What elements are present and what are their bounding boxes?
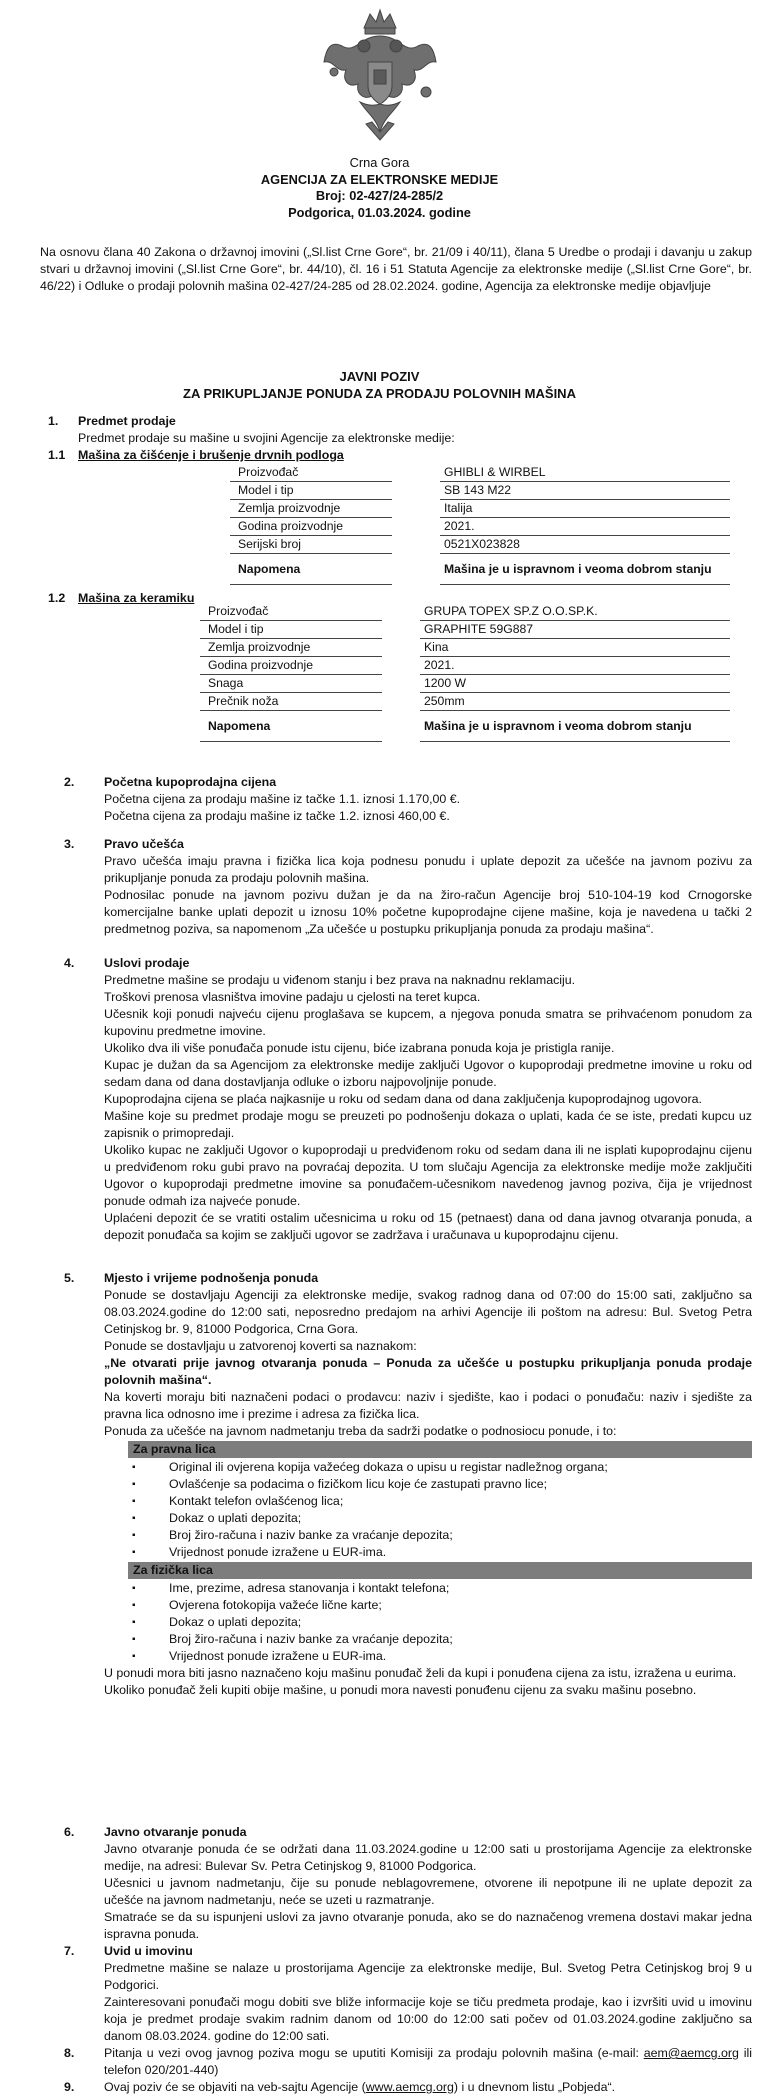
spec-row bbox=[200, 621, 730, 639]
section-5-paragraph: Ponude se dostavljaju u zatvorenoj koverti sa naznakom: bbox=[104, 1339, 417, 1353]
intro-paragraph: Na osnovu člana 40 Zakona o državnoj imovini („Sl.list Crne Gore“, br. 21/09 i 40/11), člana 5 Uredbe o prodaji i davanju u zakup stvari u državnoj imovini („Sl.list Crne Gore“, br. 44/10), čl. 16 i 51 Statuta Agencije za elektronske medije („Sl.list Crne Gore“, br. 46/22) i Odluke o prodaji polovnih mašina 02-427/24-285 od 28.02.2024. godine, Agencija za elektronske medije objavljuje bbox=[40, 245, 752, 293]
section-heading: Mjesto i vrijeme podnošenja ponuda bbox=[104, 1271, 319, 1285]
title-line-2: ZA PRIKUPLJANJE PONUDA ZA PRODAJU POLOVNIH MAŠINA bbox=[183, 386, 576, 401]
note-value: Mašina je u ispravnom i veoma dobrom stanju bbox=[440, 554, 730, 585]
spec-row bbox=[230, 500, 730, 518]
section-6-paragraph: Učesnici u javnom nadmetanju, čije su ponude neblagovremene, otvorene ili nepotpune ili ne uplate depozit za učešće na javnom nadmetanju, neće se uzeti u razmatranje. bbox=[104, 1876, 752, 1907]
spec-row bbox=[230, 518, 730, 536]
document-header bbox=[0, 155, 759, 221]
section-4-paragraph: Kupoprodajna cijena se plaća najkasnije u roku od sedam dana od dana zaključenja kupoprodajnog ugovora. bbox=[104, 1092, 702, 1106]
section-heading: Početna kupoprodajna cijena bbox=[104, 775, 277, 789]
section-4-paragraph: Mašine koje su predmet prodaje mogu se preuzeti po podnošenju dokaza o uplati, kada će se iste, predati kupcu uz zapisnik o primopredaji. bbox=[104, 1109, 752, 1140]
spec-value: GRUPA TOPEX SP.Z O.O.SP.K. bbox=[420, 603, 730, 621]
machine-2-number: 1.2 bbox=[48, 591, 66, 605]
section-7-body bbox=[104, 1960, 752, 2045]
legal-entities-band: Za pravna lica bbox=[128, 1441, 752, 1458]
section-number: 5. bbox=[64, 1271, 75, 1285]
spec-row bbox=[230, 536, 730, 554]
section-7-paragraph: Zainteresovani ponuđači mogu dobiti sve bliže informacije koje se tiču predmeta prodaje, kao i izvršiti uvid u imovinu koja je predmet prodaje svakim radnim danom od 10:00 do 12:00 sati počev od 01.03.2024.godine zaključno sa danom 08.03.2024. godine do 12:00 sati. bbox=[104, 1995, 752, 2043]
machine-1-heading: Mašina za čišćenje i brušenje drvnih podloga bbox=[78, 448, 344, 462]
spec-label: Godina proizvodnje bbox=[230, 518, 392, 536]
list-item: ▪ Kontakt telefon ovlašćenog lica; bbox=[128, 1493, 752, 1510]
section-3-body bbox=[104, 853, 752, 938]
section-9-text bbox=[104, 2079, 752, 2096]
section-4-paragraph: Ukoliko dva ili više ponuđača ponude istu cijenu, biće izabrana ponuda koja je pristigla ranije. bbox=[104, 1041, 615, 1055]
spec-label: Proizvođač bbox=[230, 464, 392, 482]
list-item: ▪ Broj žiro-računa i naziv banke za vraćanje depozita; bbox=[128, 1527, 752, 1544]
section-number: 9. bbox=[64, 2080, 75, 2094]
spec-value: 250mm bbox=[420, 693, 730, 711]
section-4-paragraph: Troškovi prenosa vlasništva imovine padaju u cjelosti na teret kupca. bbox=[104, 990, 481, 1004]
document-title bbox=[0, 368, 759, 402]
spec-value: GHIBLI & WIRBEL bbox=[440, 464, 730, 482]
spec-label: Godina proizvodnje bbox=[200, 657, 382, 675]
spec-value: 2021. bbox=[420, 657, 730, 675]
list-item: ▪ Vrijednost ponude izražene u EUR-ima. bbox=[128, 1648, 752, 1665]
list-item: ▪ Dokaz o uplati depozita; bbox=[128, 1510, 752, 1527]
section-5-body bbox=[104, 1287, 752, 1699]
section-8-text-a: Pitanja u vezi ovog javnog poziva mogu se uputiti Komisiji za prodaju polovnih mašina (e-mail: bbox=[104, 2046, 639, 2060]
note-label: Napomena bbox=[200, 711, 382, 742]
section-number: 6. bbox=[64, 1825, 75, 1839]
list-item: ▪ Ime, prezime, adresa stanovanja i kontakt telefona; bbox=[128, 1580, 752, 1597]
spec-row bbox=[200, 639, 730, 657]
spec-value: GRAPHITE 59G887 bbox=[420, 621, 730, 639]
note-label: Napomena bbox=[230, 554, 392, 585]
spec-value: 0521X023828 bbox=[440, 536, 730, 554]
spec-value: SB 143 M22 bbox=[440, 482, 730, 500]
section-7-paragraph: Predmetne mašine se nalaze u prostorijama Agencije za elektronske medije, Bul. Svetog Petra Cetinjskog broj 9 u Podgorici. bbox=[104, 1961, 752, 1992]
natural-persons-list bbox=[128, 1580, 752, 1665]
section-heading: Pravo učešća bbox=[104, 837, 184, 851]
section-number: 2. bbox=[64, 775, 75, 789]
section-4-paragraph: Učesnik koji ponudi najveću cijenu proglašava se kupcem, a njegova ponuda smatra se prihvaćenom ponudom za kupovinu predmetne imovine. bbox=[104, 1007, 752, 1038]
country-name: Crna Gora bbox=[349, 155, 410, 170]
section-number: 4. bbox=[64, 956, 75, 970]
section-5-paragraph: Ponuda za učešće na javnom nadmetanju treba da sadrži podatke o podnosiocu ponude, i to: bbox=[104, 1424, 617, 1438]
section-number: 3. bbox=[64, 837, 75, 851]
section-heading: Uslovi prodaje bbox=[104, 956, 190, 970]
section-5-paragraph: Ukoliko ponuđač želi kupiti obije mašine, u ponudi mora navesti ponuđenu cijenu za svaku mašinu posebno. bbox=[104, 1683, 697, 1697]
legal-entities-list bbox=[128, 1459, 752, 1561]
section-8-text-b: ili telefon 020/201-440) bbox=[104, 2046, 752, 2077]
section-3-paragraph: Podnosilac ponude na javnom pozivu dužan je da na žiro-račun Agencije broj 510-104-19 kod Crnogorske komercijalne banke uplati depozit u iznosu 10% početne kupoprodajne cijene mašine, koja je navedena u tački 2 predmetnog poziva, sa napomenom „Za učešće u postupku prikupljanja ponuda za prodaju mašina“. bbox=[104, 888, 752, 936]
spec-note-row bbox=[200, 711, 730, 742]
section-4-body bbox=[104, 972, 752, 1244]
spec-label: Model i tip bbox=[230, 482, 392, 500]
spec-row bbox=[200, 675, 730, 693]
spec-row bbox=[230, 464, 730, 482]
section-4-paragraph: Kupac je dužan da sa Agencijom za elektronske medije zaključi Ugovor o kupoprodaji predmetne imovine u roku od sedam dana od dana dostavljanja odluke o izboru najpovoljnije ponude. bbox=[104, 1058, 752, 1089]
section-9-text-a: Ovaj poziv će se objaviti na veb-sajtu Agencije ( bbox=[104, 2080, 366, 2094]
list-item: ▪ Ovjerena fotokopija važeće lične karte; bbox=[128, 1597, 752, 1614]
section-heading: Uvid u imovinu bbox=[104, 1944, 193, 1958]
place-date: Podgorica, 01.03.2024. godine bbox=[288, 204, 471, 220]
envelope-label-text: „Ne otvarati prije javnog otvaranja ponuda – Ponuda za učešće u postupku prikupljanja ponuda prodaje polovnih mašina“. bbox=[104, 1356, 752, 1387]
spec-row bbox=[200, 603, 730, 621]
machine-2-spec-table bbox=[200, 603, 730, 742]
document-number: Broj: 02-427/24-285/2 bbox=[315, 188, 444, 203]
section-4-paragraph: Uplaćeni depozit će se vratiti ostalim učesnicima u roku od 15 (petnaest) dana od dana javnog otvaranja ponuda, a depozit ponuđača sa kojim se zaključi ugovor se zadržava i uračunava u kupoprodajnu cijenu. bbox=[104, 1211, 752, 1242]
section-6-paragraph: Javno otvaranje ponuda će se održati dana 11.03.2024.godine u 12:00 sati u prostorijama Agencije za elektronske medije, na adresi: Bulevar Sv. Petra Cetinjskog 9, 81000 Podgorica. bbox=[104, 1842, 752, 1873]
section-3-paragraph: Pravo učešća imaju pravna i fizička lica koja podnesu ponudu i uplate depozit za učešće na javnom pozivu za prikupljanje ponuda za prodaju polovnih mašina. bbox=[104, 854, 752, 885]
section-number: 1. bbox=[48, 414, 59, 428]
section-heading: Javno otvaranje ponuda bbox=[104, 1825, 247, 1839]
spec-label: Prečnik noža bbox=[200, 693, 382, 711]
spec-value: Kina bbox=[420, 639, 730, 657]
price-line-2: Početna cijena za prodaju mašine iz tačke 1.2. iznosi 460,00 €. bbox=[104, 809, 450, 823]
price-line-1: Početna cijena za prodaju mašine iz tačke 1.1. iznosi 1.170,00 €. bbox=[104, 792, 461, 806]
spec-value: 1200 W bbox=[420, 675, 730, 693]
spec-label: Snaga bbox=[200, 675, 382, 693]
agency-name: AGENCIJA ZA ELEKTRONSKE MEDIJE bbox=[260, 171, 499, 187]
list-item: ▪ Ovlašćenje sa podacima o fizičkom licu koje će zastupati pravno lice; bbox=[128, 1476, 752, 1493]
spec-row bbox=[230, 482, 730, 500]
coat-of-arms-emblem bbox=[320, 6, 440, 156]
spec-label: Model i tip bbox=[200, 621, 382, 639]
machine-1-spec-table bbox=[230, 464, 730, 585]
title-line-1: JAVNI POZIV bbox=[339, 369, 420, 384]
list-item: ▪ Broj žiro-računa i naziv banke za vraćanje depozita; bbox=[128, 1631, 752, 1648]
section-6-body bbox=[104, 1841, 752, 1943]
section-4-paragraph: Ukoliko kupac ne zaključi Ugovor o kupoprodaji u predviđenom roku od sedam dana ili ne isplati kupoprodajnu cijenu u predviđenom roku gubi pravo na povraćaj depozita. U tom slučaju Agencija za elektronske medije može zaključiti Ugovor o kupoprodaji predmetne imovine sa ponuđačem-učesnikom navedenog javnog poziva, čija je vrijednost ponude odmah iza najveće ponude. bbox=[104, 1143, 752, 1208]
section-8-text bbox=[104, 2045, 752, 2079]
spec-value: 2021. bbox=[440, 518, 730, 536]
section-4-paragraph: Predmetne mašine se prodaju u viđenom stanju i bez prava na naknadnu reklamaciju. bbox=[104, 973, 576, 987]
machine-2-heading: Mašina za keramiku bbox=[78, 591, 195, 605]
spec-note-row bbox=[230, 554, 730, 585]
section-1-text: Predmet prodaje su mašine u svojini Agencije za elektronske medije: bbox=[78, 431, 455, 445]
section-9-text-b: ) i u dnevnom listu „Pobjeda“. bbox=[453, 2080, 616, 2094]
spec-value: Italija bbox=[440, 500, 730, 518]
spec-label: Serijski broj bbox=[230, 536, 392, 554]
spec-row bbox=[200, 693, 730, 711]
email-link[interactable]: aem@aemcg.org bbox=[643, 2046, 739, 2060]
list-item: ▪ Dokaz o uplati depozita; bbox=[128, 1614, 752, 1631]
spec-label: Proizvođač bbox=[200, 603, 382, 621]
section-number: 7. bbox=[64, 1944, 75, 1958]
section-5-paragraph: U ponudi mora biti jasno naznačeno koju mašinu ponuđač želi da kupi i ponuđena cijena za istu, izražena u eurima. bbox=[104, 1666, 737, 1680]
section-6-paragraph: Smatraće se da su ispunjeni uslovi za javno otvaranje ponuda, ako se do naznačenog vremena dostavi makar jedna ispravna ponuda. bbox=[104, 1910, 752, 1941]
spec-label: Zemlja proizvodnje bbox=[230, 500, 392, 518]
section-number: 8. bbox=[64, 2046, 75, 2060]
section-5-paragraph: Na koverti moraju biti naznačeni podaci o prodavcu: naziv i sjedište, kao i podaci o ponuđaču: naziv i sjedište za pravna lica odnosno ime i prezime i adresa za fizička lica. bbox=[104, 1390, 752, 1421]
website-link[interactable]: www.aemcg.org bbox=[365, 2080, 454, 2094]
list-item: ▪ Vrijednost ponude izražene u EUR-ima. bbox=[128, 1544, 752, 1561]
section-heading: Predmet prodaje bbox=[78, 414, 176, 428]
natural-persons-band: Za fizička lica bbox=[128, 1562, 752, 1579]
spec-row bbox=[200, 657, 730, 675]
machine-1-number: 1.1 bbox=[48, 448, 66, 462]
spec-label: Zemlja proizvodnje bbox=[200, 639, 382, 657]
note-value: Mašina je u ispravnom i veoma dobrom stanju bbox=[420, 711, 730, 742]
section-5-paragraph: Ponude se dostavljaju Agenciji za elektronske medije, svakog radnog dana od 07:00 do 15:00 sati, zaključno sa 08.03.2024.godine do 12:00 sati, neposredno predajom na arhivi Agencije ili poštom na adresu: Bul. Svetog Petra Cetinjskog br. 9, 81000 Podgorica, Crna Gora. bbox=[104, 1288, 752, 1336]
list-item: ▪ Original ili ovjerena kopija važećeg dokaza o upisu u registar nadležnog organa; bbox=[128, 1459, 752, 1476]
